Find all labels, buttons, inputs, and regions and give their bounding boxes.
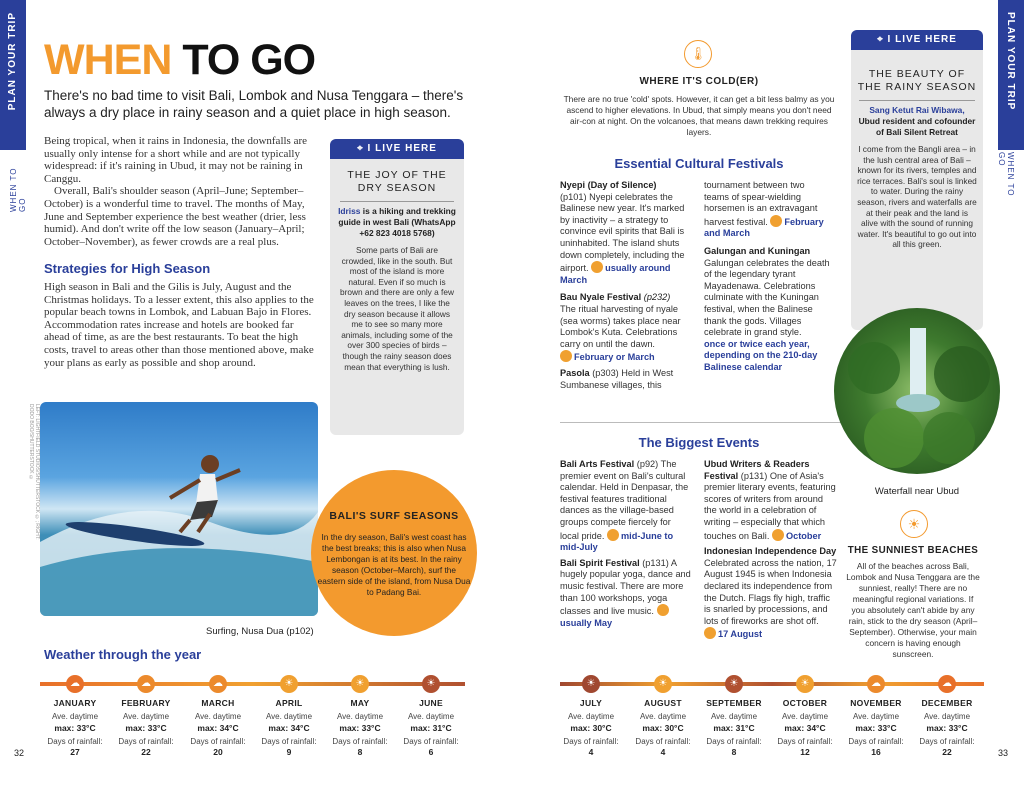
galungan-title: Galungan and Kuningan — [704, 245, 811, 256]
month-name: NOVEMBER — [850, 698, 902, 708]
calendar-icon — [560, 350, 572, 362]
weather-month — [327, 698, 393, 757]
thermometer-icon: 🌡 — [684, 40, 712, 68]
weather-heading: Weather through the year — [44, 647, 202, 662]
weather-month — [42, 698, 108, 757]
location-pin-icon: ⌖ — [877, 34, 888, 45]
rain-value: 6 — [428, 747, 434, 757]
rain-value: 27 — [70, 747, 80, 757]
festivals-heading: Essential Cultural Festivals — [614, 156, 784, 171]
box-author: Sang Ketut Rai Wibawa, Ubud resident and cofounder of Bali Silent Retreat — [858, 105, 976, 137]
temp-value: max: 33°C — [54, 722, 96, 733]
box-title: THE BEAUTY OF THE RAINY SEASON — [857, 68, 977, 93]
rain-value: 20 — [213, 747, 223, 757]
weather-month — [256, 698, 322, 757]
temp-value: max: 34°C — [784, 722, 826, 733]
body-column — [44, 135, 320, 248]
box-author: Idriss is a hiking and trekking guide in west Bali (WhatsApp +62 823 4018 5768) — [338, 206, 456, 238]
rain-label: Days of rainfall: — [777, 736, 833, 746]
nyepi-text: (p101) Nyepi celebrates the Balinese new year. It's marked by inactivity – a strategy to convince evil spirits that Bali is uninhabited. The island shuts down completely, including the airport. — [560, 191, 685, 274]
weather-month — [701, 698, 767, 757]
sun-icon: ☀ — [900, 510, 928, 538]
writers-time: October — [785, 530, 822, 541]
rain-label: Days of rainfall: — [919, 736, 975, 746]
month-name: DECEMBER — [921, 698, 973, 708]
body-paragraph-1: Being tropical, when it rains in Indonesia, the downfalls are usually only intense for a short while and are not typically widespread: if it's raining in Ubud, it may not be raining in Canggu. — [44, 135, 308, 185]
body-paragraph-2: Overall, Bali's shoulder season (April–June; September–October) is a wonderful time to travel. The months of May, June and September experience the best weather (drier, less humid). And don't write off the low season (January–April; October–November), as fewer crowds are a real plus. — [44, 185, 306, 248]
temp-label: Ave. daytime — [781, 712, 829, 721]
surf-seasons-text: In the dry season, Bali's west coast has the best breaks; this is also when Nusa Lembongan is at its best. In the rainy season (October–March), surf the eastern side of the island, from Nusa Dua to Padang Bai. — [317, 532, 471, 597]
pasola-title: Pasola — [560, 367, 590, 378]
arts-text: (p92) The premier event on Bali's cultural calendar. Held in Denpasar, the festival features traditional dances as the village-based groups compete fiercely for local pride. — [560, 459, 689, 541]
pasola-text-cont: tournament between two teams of spear-wielding horsemen is an extravagant harvest festival. — [704, 180, 818, 227]
right-spine-label: PLAN YOUR TRIP — [1005, 12, 1016, 111]
rain-label: Days of rainfall: — [47, 736, 103, 746]
right-spine-tab — [998, 0, 1024, 150]
title-word-2: TO GO — [182, 36, 316, 84]
pasola-text: (p303) Held in West Sumbanese villages, this — [560, 367, 674, 390]
temp-label: Ave. daytime — [639, 712, 687, 721]
events-heading: The Biggest Events — [638, 435, 760, 450]
cloud-rain-icon: ☁ — [137, 675, 155, 693]
weather-month — [113, 698, 179, 757]
bau-title: Bau Nyale Festival (p232) — [560, 292, 671, 303]
cloud-rain-icon: ☁ — [938, 675, 956, 693]
temp-label: Ave. daytime — [336, 712, 384, 721]
month-name: OCTOBER — [782, 698, 828, 708]
strategies-heading: Strategies for High Season — [44, 261, 211, 276]
writers-text: (p131) One of Asia's premier literary events, featuring scores of writers from around the world in a celebration of writing – especially that which touches on Bali. — [704, 470, 836, 541]
page-number-left: 32 — [14, 748, 25, 758]
calendar-icon — [607, 529, 619, 541]
weather-line-right — [560, 682, 984, 686]
weather-month — [185, 698, 251, 757]
sun-icon: ☀ — [351, 675, 369, 693]
sun-icon: ☀ — [725, 675, 743, 693]
weather-month — [843, 698, 909, 757]
bau-time: February or March — [574, 352, 655, 363]
temp-value: max: 34°C — [197, 722, 239, 733]
weather-line-left — [40, 682, 465, 686]
rain-label: Days of rainfall: — [403, 736, 459, 746]
temp-value: max: 33°C — [855, 722, 897, 733]
rain-label: Days of rainfall: — [118, 736, 174, 746]
weather-month — [914, 698, 980, 757]
rain-value: 22 — [141, 747, 151, 757]
surf-photo — [40, 402, 318, 616]
weather-month — [558, 698, 624, 757]
temp-label: Ave. daytime — [51, 712, 99, 721]
rain-label: Days of rainfall: — [635, 736, 691, 746]
sunniest-title: THE SUNNIEST BEACHES — [847, 545, 979, 556]
surf-seasons-title: BALI'S SURF SEASONS — [329, 510, 459, 522]
rain-label: Days of rainfall: — [706, 736, 762, 746]
month-name: MARCH — [201, 698, 235, 708]
i-live-here-box-rainy — [851, 30, 983, 330]
section-divider — [560, 422, 860, 423]
rain-value: 9 — [286, 747, 292, 757]
temp-label: Ave. daytime — [265, 712, 313, 721]
indep-time: 17 August — [718, 629, 763, 640]
spirit-text: (p131) A hugely popular yoga, dance and music festival. There are more than 100 workshops, yoga classes and live music. — [560, 557, 691, 617]
cold-title: WHERE IT'S COLD(ER) — [639, 76, 759, 87]
waterfall-caption: Waterfall near Ubud — [874, 486, 960, 497]
calendar-icon — [772, 529, 784, 541]
indep-title: Indonesian Independence Day — [704, 546, 837, 557]
temp-label: Ave. daytime — [852, 712, 900, 721]
writers-title: Ubud Writers & Readers Festival — [704, 459, 810, 481]
month-name: MAY — [350, 698, 370, 708]
box-header: ⌖ I LIVE HERE — [851, 30, 983, 50]
cloud-rain-icon: ☁ — [209, 675, 227, 693]
left-spine-label: PLAN YOUR TRIP — [7, 12, 18, 111]
month-name: SEPTEMBER — [706, 698, 762, 708]
rain-value: 8 — [357, 747, 363, 757]
left-section-label: WHEN TO GO — [9, 167, 27, 212]
calendar-icon — [657, 604, 669, 616]
rain-label: Days of rainfall: — [563, 736, 619, 746]
cold-text: There are no true 'cold' spots. However, it can get a bit less balmy as you ascend to higher elevations. In Ubud, that simply means you don't need air-con at night. On the volcanoes, that means dawn trekking requires layers. — [563, 94, 835, 137]
month-name: AUGUST — [644, 698, 682, 708]
box-quote: I come from the Bangli area – in the lush central area of Bali – known for its rivers, temples and rice terraces. Bali's soul is linked to water. During the rainy season, rivers and waterfalls are at their peak and the land is alive with the sound of running water. It's beautiful to go out into all this green. — [857, 144, 977, 250]
calendar-icon — [591, 261, 603, 273]
box-quote: Some parts of Bali are crowded, like in the south. But most of the island is more natural. Even if so much is brown and there are only a few leaves on the trees, I like the dry season because it allows me to see so many more animals, including some of the over 300 species of birds – though the rainy season does mean that everything is lush. — [340, 245, 454, 372]
page-number-right: 33 — [998, 748, 1009, 758]
galungan-time: once or twice each year, depending on the 210-day Balinese calendar — [704, 338, 818, 372]
festivals-column-2 — [704, 180, 832, 374]
month-name: FEBRUARY — [121, 698, 171, 708]
box-title: THE JOY OF THE DRY SEASON — [347, 169, 447, 194]
rain-value: 22 — [942, 747, 952, 757]
i-live-here-box-dry — [330, 139, 464, 435]
temp-label: Ave. daytime — [567, 712, 615, 721]
temp-label: Ave. daytime — [923, 712, 971, 721]
sun-icon: ☀ — [796, 675, 814, 693]
bau-text: The ritual harvesting of nyale (sea worms) takes place near Lombok's Kuta. Celebrations carry on until the dawn. — [560, 303, 681, 349]
location-pin-icon: ⌖ — [357, 143, 368, 154]
temp-value: max: 31°C — [410, 722, 452, 733]
box-header: ⌖ I LIVE HERE — [330, 139, 464, 159]
cloud-rain-icon: ☁ — [66, 675, 84, 693]
temp-value: max: 33°C — [339, 722, 381, 733]
month-name: APRIL — [275, 698, 303, 708]
events-column-1 — [560, 459, 692, 629]
temp-label: Ave. daytime — [194, 712, 242, 721]
festivals-column-1 — [560, 180, 692, 391]
rain-value: 4 — [660, 747, 666, 757]
rain-label: Days of rainfall: — [332, 736, 388, 746]
month-name: JANUARY — [53, 698, 97, 708]
nyepi-time: usually around March — [560, 263, 671, 285]
sun-icon: ☀ — [654, 675, 672, 693]
cloud-rain-icon: ☁ — [867, 675, 885, 693]
left-spine-tab — [0, 0, 26, 150]
divider — [340, 201, 454, 202]
title-word-1: WHEN — [44, 36, 172, 84]
weather-month — [398, 698, 464, 757]
galungan-text: Galungan celebrates the death of the legendary tyrant Mayadenawa. Celebrations culminate with the Kuningan festival, when the Balinese thank the gods. Villages celebrate in grand style. — [704, 257, 830, 338]
events-column-2 — [704, 459, 838, 641]
sun-icon: ☀ — [582, 675, 600, 693]
sunniest-text: All of the beaches across Bali, Lombok and Nusa Tenggara are the sunniest, really! There are no meaningful regional variations. If you absolutely can't abide by any rain, stick to the dry season (April–September). Otherwise, your main concern is having enough sunscreen. — [846, 561, 980, 659]
temp-value: max: 30°C — [642, 722, 684, 733]
intro-text: There's no bad time to visit Bali, Lombok and Nusa Tenggara – there's always a dry place in rainy season and a quiet place in high season. — [44, 88, 464, 120]
temp-value: max: 34°C — [268, 722, 310, 733]
sun-icon: ☀ — [280, 675, 298, 693]
temp-value: max: 33°C — [926, 722, 968, 733]
rain-value: 12 — [800, 747, 810, 757]
rain-label: Days of rainfall: — [261, 736, 317, 746]
spirit-time: usually May — [560, 617, 613, 628]
temp-value: max: 33°C — [125, 722, 167, 733]
rain-value: 4 — [588, 747, 594, 757]
spirit-title: Bali Spirit Festival — [560, 557, 640, 568]
divider — [859, 100, 975, 101]
calendar-icon — [704, 627, 716, 639]
rain-label: Days of rainfall: — [190, 736, 246, 746]
month-name: JULY — [579, 698, 603, 708]
calendar-icon — [770, 215, 782, 227]
surf-seasons-circle — [311, 470, 477, 636]
rain-label: Days of rainfall: — [848, 736, 904, 746]
weather-month — [772, 698, 838, 757]
right-section-label: WHEN TO GO — [997, 152, 1015, 197]
temp-value: max: 31°C — [713, 722, 755, 733]
pasola-time: February and March — [704, 216, 824, 239]
temp-label: Ave. daytime — [710, 712, 758, 721]
weather-month — [630, 698, 696, 757]
arts-time: mid-June to mid-July — [560, 530, 674, 553]
temp-value: max: 30°C — [570, 722, 612, 733]
rain-value: 8 — [731, 747, 737, 757]
page-title — [44, 36, 315, 85]
body-paragraph-3: High season in Bali and the Gilis is July, August and the Christmas holidays. To a lesser extent, this also applies to the popular beach towns in Lombok, and Labuan Bajo in Flores. Accommodation rates increase and hotels are booked far ahead of time, as are the best restaurants. To beat the high costs, travel to areas other than those mentioned above, make your plans as early as possible and shop around. — [44, 281, 314, 369]
month-name: JUNE — [419, 698, 443, 708]
photo-credit: LEFT: LIGHTFIELD STUDIOS/SHUTTERSTOCK ©; RIGHT: DODO BOO/SHUTTERSTOCK © — [28, 404, 40, 540]
surf-photo-caption: Surfing, Nusa Dua (p102) — [206, 626, 314, 637]
indep-text: Celebrated across the nation, 17 August 1945 is when Indonesia declared its independence from the Dutch. Flags fly high, traffic is snarled by processions, and lots of fireworks are shot off. — [704, 557, 837, 626]
rain-value: 16 — [871, 747, 881, 757]
nyepi-title: Nyepi (Day of Silence) — [560, 180, 657, 190]
temp-label: Ave. daytime — [407, 712, 455, 721]
sun-icon: ☀ — [422, 675, 440, 693]
waterfall-photo — [834, 308, 1000, 474]
temp-label: Ave. daytime — [122, 712, 170, 721]
arts-title: Bali Arts Festival — [560, 459, 635, 469]
